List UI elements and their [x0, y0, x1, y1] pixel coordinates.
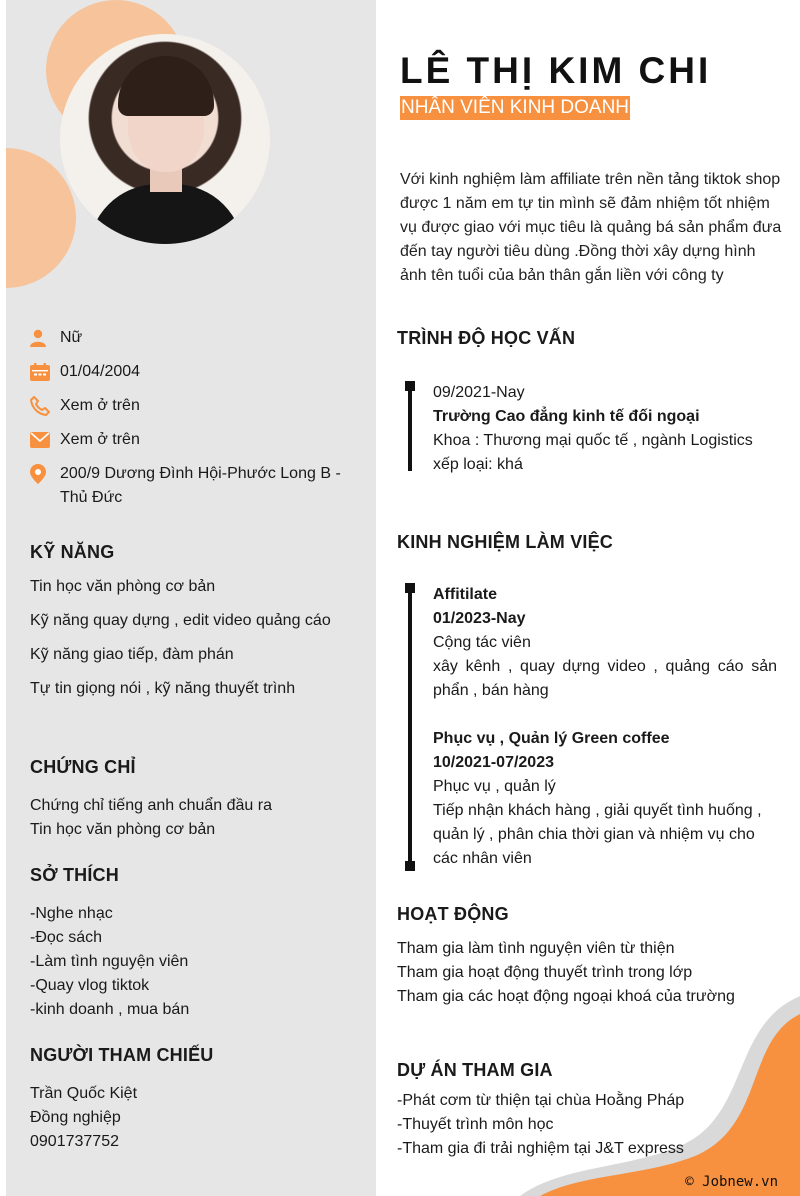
phone-icon	[30, 394, 60, 418]
job-entry	[433, 583, 777, 703]
watermark: © Jobnew.vn	[685, 1174, 778, 1190]
contact-info	[30, 326, 350, 520]
hobbies-title: SỞ THÍCH	[30, 865, 119, 885]
job-company: Phục vụ , Quản lý Green coffee	[433, 730, 670, 747]
job-period: 10/2021-07/2023	[433, 754, 554, 771]
experience-section	[397, 532, 777, 871]
school-name: Trường Cao đẳng kinh tế đối ngoại	[433, 408, 700, 425]
education-section	[397, 328, 777, 477]
contact-email	[30, 428, 350, 452]
activities-section	[397, 904, 757, 1009]
certificate-item: Chứng chỉ tiếng anh chuẩn đầu ra	[30, 797, 272, 814]
education-timeline	[405, 381, 777, 477]
reference-section	[30, 1045, 350, 1154]
avatar	[60, 34, 270, 244]
address-value: 200/9 Dương Đình Hội-Phước Long B - Thủ Đức	[60, 465, 341, 506]
candidate-name: LÊ THỊ KIM CHI	[400, 50, 712, 91]
reference-name: Trần Quốc Kiệt	[30, 1085, 138, 1102]
skill-item: Tin học văn phòng cơ bản	[30, 578, 216, 595]
project-item: -Phát cơm từ thiện tại chùa Hoằng Pháp	[397, 1092, 685, 1109]
certificate-item: Tin học văn phòng cơ bản	[30, 821, 216, 838]
skill-item: Kỹ năng quay dựng , edit video quảng cáo	[30, 612, 331, 629]
email-value: Xem ở trên	[60, 431, 140, 448]
gender-value: Nữ	[60, 329, 83, 346]
reference-relation: Đồng nghiệp	[30, 1109, 121, 1126]
experience-title: KINH NGHIỆM LÀM VIỆC	[397, 532, 614, 552]
activity-item: Tham gia các hoạt động ngoại khoá của trường	[397, 988, 735, 1005]
project-item: -Thuyết trình môn học	[397, 1116, 554, 1133]
job-period: 01/2023-Nay	[433, 610, 526, 627]
hobby-item: -Đọc sách	[30, 929, 103, 946]
career-summary: Với kinh nghiệm làm affiliate trên nền tảng tiktok shop được 1 năm em tự tin mình sẽ đảm nhiệm tốt nhiệm vụ được giao với mục tiêu là quảng bá sản phẩm đưa đến tay người tiêu dùng .Đồng thời xây dựng hình ảnh tên tuổi của bản thân gắn liền với công ty	[400, 171, 782, 284]
reference-title: NGƯỜI THAM CHIẾU	[30, 1045, 214, 1065]
job-description: Tiếp nhận khách hàng , giải quyết tình huống , quản lý , phân chia thời gian và nhiệm vụ cho các nhân viên	[433, 802, 762, 867]
person-icon	[30, 326, 60, 350]
left-sidebar	[6, 0, 376, 1196]
activities-title: HOẠT ĐỘNG	[397, 904, 509, 924]
certificates-title: CHỨNG CHỈ	[30, 757, 136, 777]
job-company: Affitilate	[433, 586, 497, 603]
job-description: xây kênh , quay dựng video , quảng cáo sản phẩn , bán hàng	[433, 658, 777, 699]
job-position: Cộng tác viên	[433, 634, 531, 651]
education-major: Khoa : Thương mại quốc tế , ngành Logistics	[433, 432, 753, 449]
skills-title: KỸ NĂNG	[30, 542, 115, 562]
activity-item: Tham gia hoạt động thuyết trình trong lớp	[397, 964, 693, 981]
experience-timeline	[405, 583, 777, 871]
skill-item: Kỹ năng giao tiếp, đàm phán	[30, 646, 234, 663]
map-pin-icon	[30, 462, 60, 486]
education-period: 09/2021-Nay	[433, 384, 525, 401]
hobbies-section	[30, 865, 350, 1022]
projects-section	[397, 1060, 777, 1161]
skills-section	[30, 542, 350, 711]
phone-value: Xem ở trên	[60, 397, 140, 414]
reference-phone: 0901737752	[30, 1133, 119, 1150]
job-position: Phục vụ , quản lý	[433, 778, 556, 795]
education-title: TRÌNH ĐỘ HỌC VẤN	[397, 328, 576, 348]
activity-item: Tham gia làm tình nguyện viên từ thiện	[397, 940, 675, 957]
skill-item: Tự tin giọng nói , kỹ năng thuyết trình	[30, 680, 296, 697]
contact-gender	[30, 326, 350, 350]
contact-phone	[30, 394, 350, 418]
project-item: -Tham gia đi trải nghiệm tại J&T express	[397, 1140, 684, 1157]
hobby-item: -Nghe nhạc	[30, 905, 113, 922]
education-grade: xếp loại: khá	[433, 456, 523, 473]
job-title: NHÂN VIÊN KINH DOANH	[401, 97, 630, 118]
birthday-value: 01/04/2004	[60, 363, 141, 380]
projects-title: DỰ ÁN THAM GIA	[397, 1060, 553, 1080]
hobby-item: -Quay vlog tiktok	[30, 977, 150, 994]
calendar-icon	[30, 360, 60, 384]
envelope-icon	[30, 428, 60, 452]
contact-birthday	[30, 360, 350, 384]
hobby-item: -kinh doanh , mua bán	[30, 1001, 190, 1018]
certificates-section	[30, 757, 350, 842]
hobby-item: -Làm tình nguyện viên	[30, 953, 189, 970]
contact-address	[30, 462, 350, 510]
job-entry	[433, 727, 777, 871]
